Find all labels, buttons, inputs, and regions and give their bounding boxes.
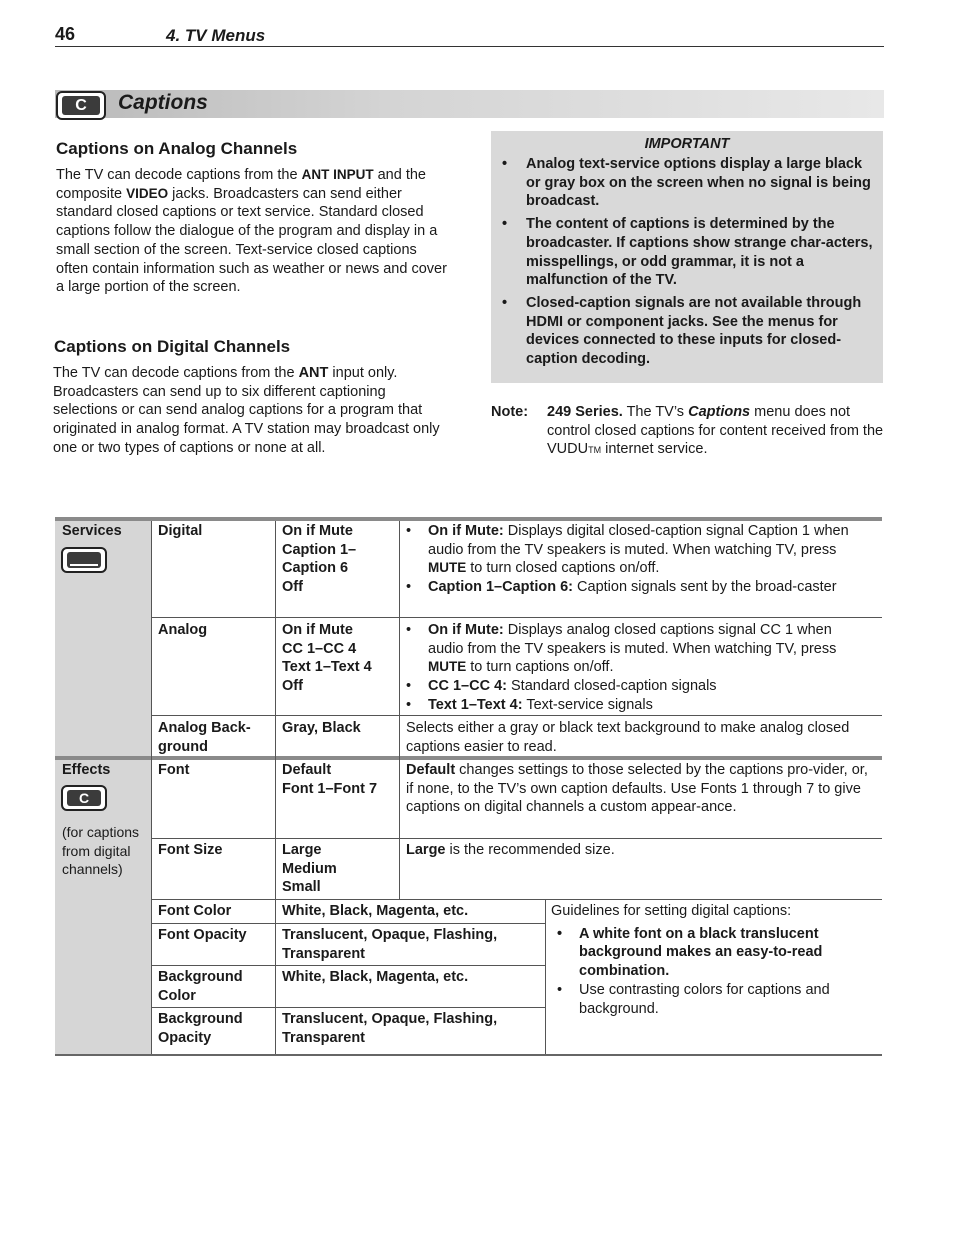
digital-paragraph: The TV can decode captions from the ANT input only. Broadcasters can send up to six different captioning selections or can send analog captions for a program that originated in analog format. A TV station may broadcast only one or two types of captions or none at all. xyxy=(53,365,440,456)
analog-bg-description: Selects either a gray or black text background to make analog closed captions easier to read. xyxy=(406,720,850,755)
font-color-options: White, Black, Magenta, etc. xyxy=(282,903,469,919)
tv-screen-icon xyxy=(61,547,107,573)
font-size-description: Large is the recommended size. xyxy=(406,842,615,858)
font-color-label: Font Color xyxy=(158,903,232,919)
analog-paragraph: The TV can decode captions from the ANT INPUT and the composite VIDEO jacks. Broadcasters can send either standard closed captions or text service. Standard closed captions follow the dialogue of the program and display in a small section of the screen. Text-service closed captions often contain information such as weather or news and cover a large portion of the screen. xyxy=(56,167,447,296)
digital-options: On if Mute Caption 1– Caption 6 Off xyxy=(282,523,357,596)
captions-icon: C xyxy=(61,785,107,811)
captions-menu-table xyxy=(55,517,882,1056)
important-title: IMPORTANT xyxy=(644,136,730,152)
important-item: • Closed-caption signals are not available through HDMI or component jacks. See the menus for devices connected to these inputs for closed-caption decoding. xyxy=(499,294,877,369)
analog-bg-label: Analog Back-ground xyxy=(158,720,251,755)
important-list xyxy=(499,155,877,373)
important-item: • The content of captions is determined by the broadcaster. If captions show strange char-acters, misspellings, or odd grammar, it is not a malfunction of the TV. xyxy=(499,215,877,290)
note-text: 249 Series. The TV’s Captions menu does not control closed captions for content received from the VUDUTM internet service. xyxy=(547,404,884,458)
font-options: Default Font 1–Font 7 xyxy=(282,762,378,797)
font-size-options: Large Medium Small xyxy=(282,842,337,896)
font-opacity-options: Translucent, Opaque, Flashing, Transparent xyxy=(282,927,498,962)
effects-note: (for captions from digital channels) xyxy=(62,824,140,878)
chapter-title: 4. TV Menus xyxy=(166,26,266,45)
font-opacity-label: Font Opacity xyxy=(158,927,247,943)
bg-opacity-options: Translucent, Opaque, Flashing, Transparent xyxy=(282,1011,498,1046)
header-rule xyxy=(55,46,884,47)
digital-heading: Captions on Digital Channels xyxy=(54,337,291,356)
analog-bg-options: Gray, Black xyxy=(282,720,361,736)
analog-label: Analog xyxy=(158,622,208,638)
bg-color-options: White, Black, Magenta, etc. xyxy=(282,969,469,985)
services-label: Services xyxy=(62,523,122,539)
bg-color-label: Background Color xyxy=(158,969,243,1004)
effects-label: Effects xyxy=(62,762,111,778)
important-box xyxy=(491,131,883,383)
important-item: • Analog text-service options display a large black or gray box on the screen when no signal is being broadcast. xyxy=(499,155,877,211)
font-description: Default changes settings to those selected by the captions pro-vider, or, if none, to the TV’s own caption defaults. Use Fonts 1 through 7 to give captions on digital channels a custom appear-ance. xyxy=(406,762,868,816)
page-number: 46 xyxy=(55,24,76,44)
analog-options: On if Mute CC 1–CC 4 Text 1–Text 4 Off xyxy=(282,622,372,695)
captions-icon: C xyxy=(56,91,106,120)
font-label: Font xyxy=(158,762,190,778)
note-label: Note: xyxy=(491,404,529,420)
section-title: Captions xyxy=(118,91,208,114)
analog-description: • On if Mute: Displays analog closed captions signal CC 1 when audio from the TV speakers is muted. When watching TV, press MUTE to turn captions on/off. • CC 1–CC 4: Standard closed-caption signals • Text 1–Text 4: Text-service signals xyxy=(400,621,870,715)
analog-heading: Captions on Analog Channels xyxy=(56,139,298,158)
digital-description: • On if Mute: Displays digital closed-caption signal Caption 1 when audio from the TV speakers is muted. When watching TV, press MUTE to turn closed captions on/off. • Caption 1–Caption 6: Caption signals sent by the broad-caster xyxy=(400,522,870,597)
bg-opacity-label: Background Opacity xyxy=(158,1011,243,1046)
guidelines: Guidelines for setting digital captions: • A white font on a black translucent background makes an easy-to-read combination. • Use contrasting colors for captions and background. xyxy=(551,902,871,1018)
font-size-label: Font Size xyxy=(158,842,223,858)
digital-label: Digital xyxy=(158,523,203,539)
